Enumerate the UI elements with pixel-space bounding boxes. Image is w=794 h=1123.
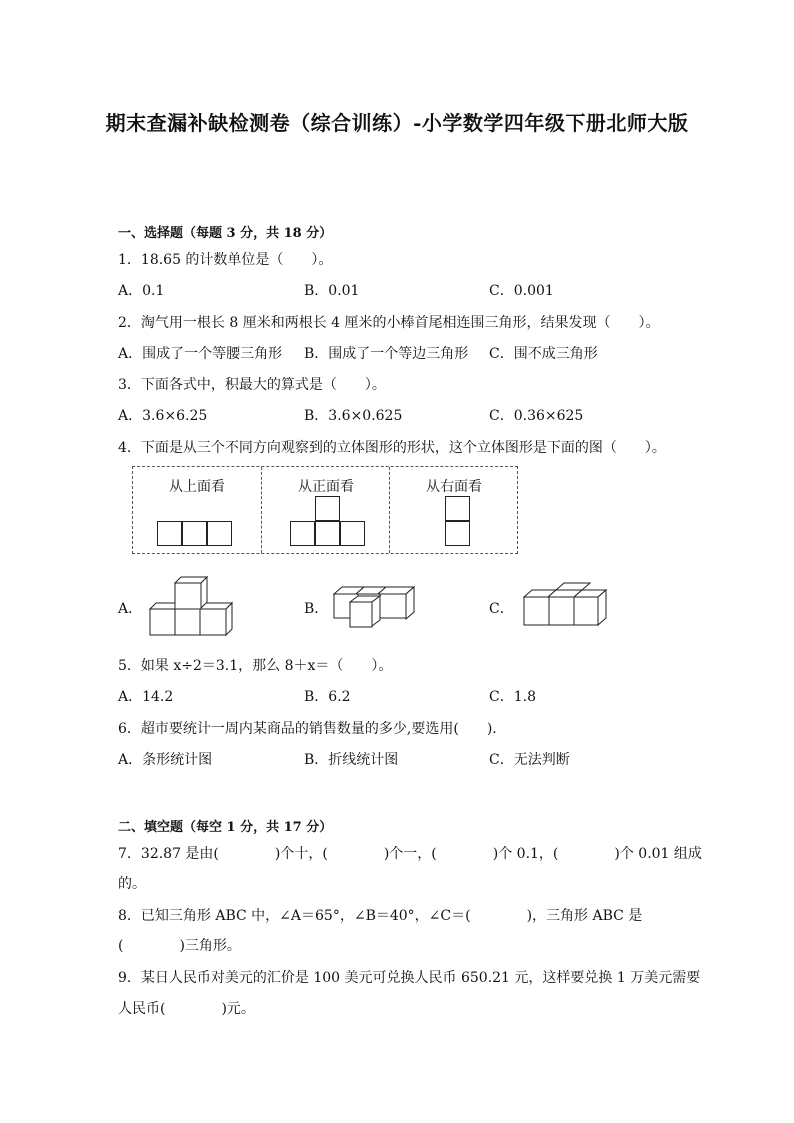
q1-option-c: C．0.001 [489,283,554,299]
view-right-cell [445,496,470,521]
question-9-line2: 人民币( )元。 [118,1001,255,1017]
q3-option-b: B．3.6×0.625 [304,408,403,424]
q2-option-a: A．围成了一个等腰三角形 [118,346,283,362]
q1-option-b: B．0.01 [304,283,360,299]
q4-option-b-label: B． [304,601,329,617]
view-front-label: 从正面看 [298,479,354,495]
q2-option-c: C．围不成三角形 [489,346,598,362]
q4-option-b-figure [332,584,418,630]
q3-option-a: A．3.6×6.25 [118,408,208,424]
view-right-label: 从右面看 [426,479,482,495]
q5-option-a: A．14.2 [118,689,174,705]
view-front-cell [315,496,340,521]
section-heading-fill: 二、填空题（每空 1 分，共 17 分） [118,820,333,835]
question-6: 6．超市要统计一周内某商品的销售数量的多少,要选用( ). [118,721,497,737]
question-9-line1: 9．某日人民币对美元的汇价是 100 美元可兑换人民币 650.21 元，这样要兑换 1 万美元需要 [118,970,701,986]
q6-option-c: C．无法判断 [489,752,570,768]
page-title: 期末查漏补缺检测卷（综合训练）-小学数学四年级下册北师大版 [105,111,689,135]
view-top-cell [157,521,182,546]
view-top-panel [133,467,261,553]
three-views-box [132,466,518,554]
section-heading-choice: 一、选择题（每题 3 分，共 18 分） [118,226,333,241]
view-right-panel [389,467,518,553]
view-front-cell [340,521,365,546]
q4-option-a-figure [148,572,238,638]
question-8-line2: ( )三角形。 [118,938,241,954]
question-5: 5．如果 x÷2＝3.1，那么 8＋x＝（ ）。 [118,658,393,674]
q3-option-c: C．0.36×625 [489,408,584,424]
q2-option-b: B．围成了一个等边三角形 [304,346,469,362]
q5-option-b: B．6.2 [304,689,351,705]
q1-option-a: A．0.1 [118,283,165,299]
view-front-cell [290,521,315,546]
question-7-line1: 7．32.87 是由( )个十，( )个一，( )个 0.1，( )个 0.01 组成 [118,846,702,862]
question-4: 4．下面是从三个不同方向观察到的立体图形的形状，这个立体图形是下面的图（ ）。 [118,440,666,456]
q6-option-a: A．条形统计图 [118,752,213,768]
question-3: 3．下面各式中，积最大的算式是（ ）。 [118,377,386,393]
question-8-line1: 8．已知三角形 ABC 中，∠A＝65°，∠B＝40°，∠C＝( )，三角形 ABC 是 [118,908,643,924]
view-right-cell [445,521,470,546]
question-7-line2: 的。 [118,876,146,892]
view-top-label: 从上面看 [169,479,225,495]
question-1: 1．18.65 的计数单位是（ ）。 [118,252,333,268]
q4-option-c-label: C． [489,601,514,617]
view-top-cell [207,521,232,546]
q6-option-b: B．折线统计图 [304,752,399,768]
view-front-panel [261,467,390,553]
view-top-cell [182,521,207,546]
view-front-cell [315,521,340,546]
q4-option-c-figure [520,580,610,630]
question-2: 2．淘气用一根长 8 厘米和两根长 4 厘米的小棒首尾相连围三角形，结果发现（ ）。 [118,315,660,331]
q4-option-a-label: A． [118,601,143,617]
q5-option-c: C．1.8 [489,689,536,705]
